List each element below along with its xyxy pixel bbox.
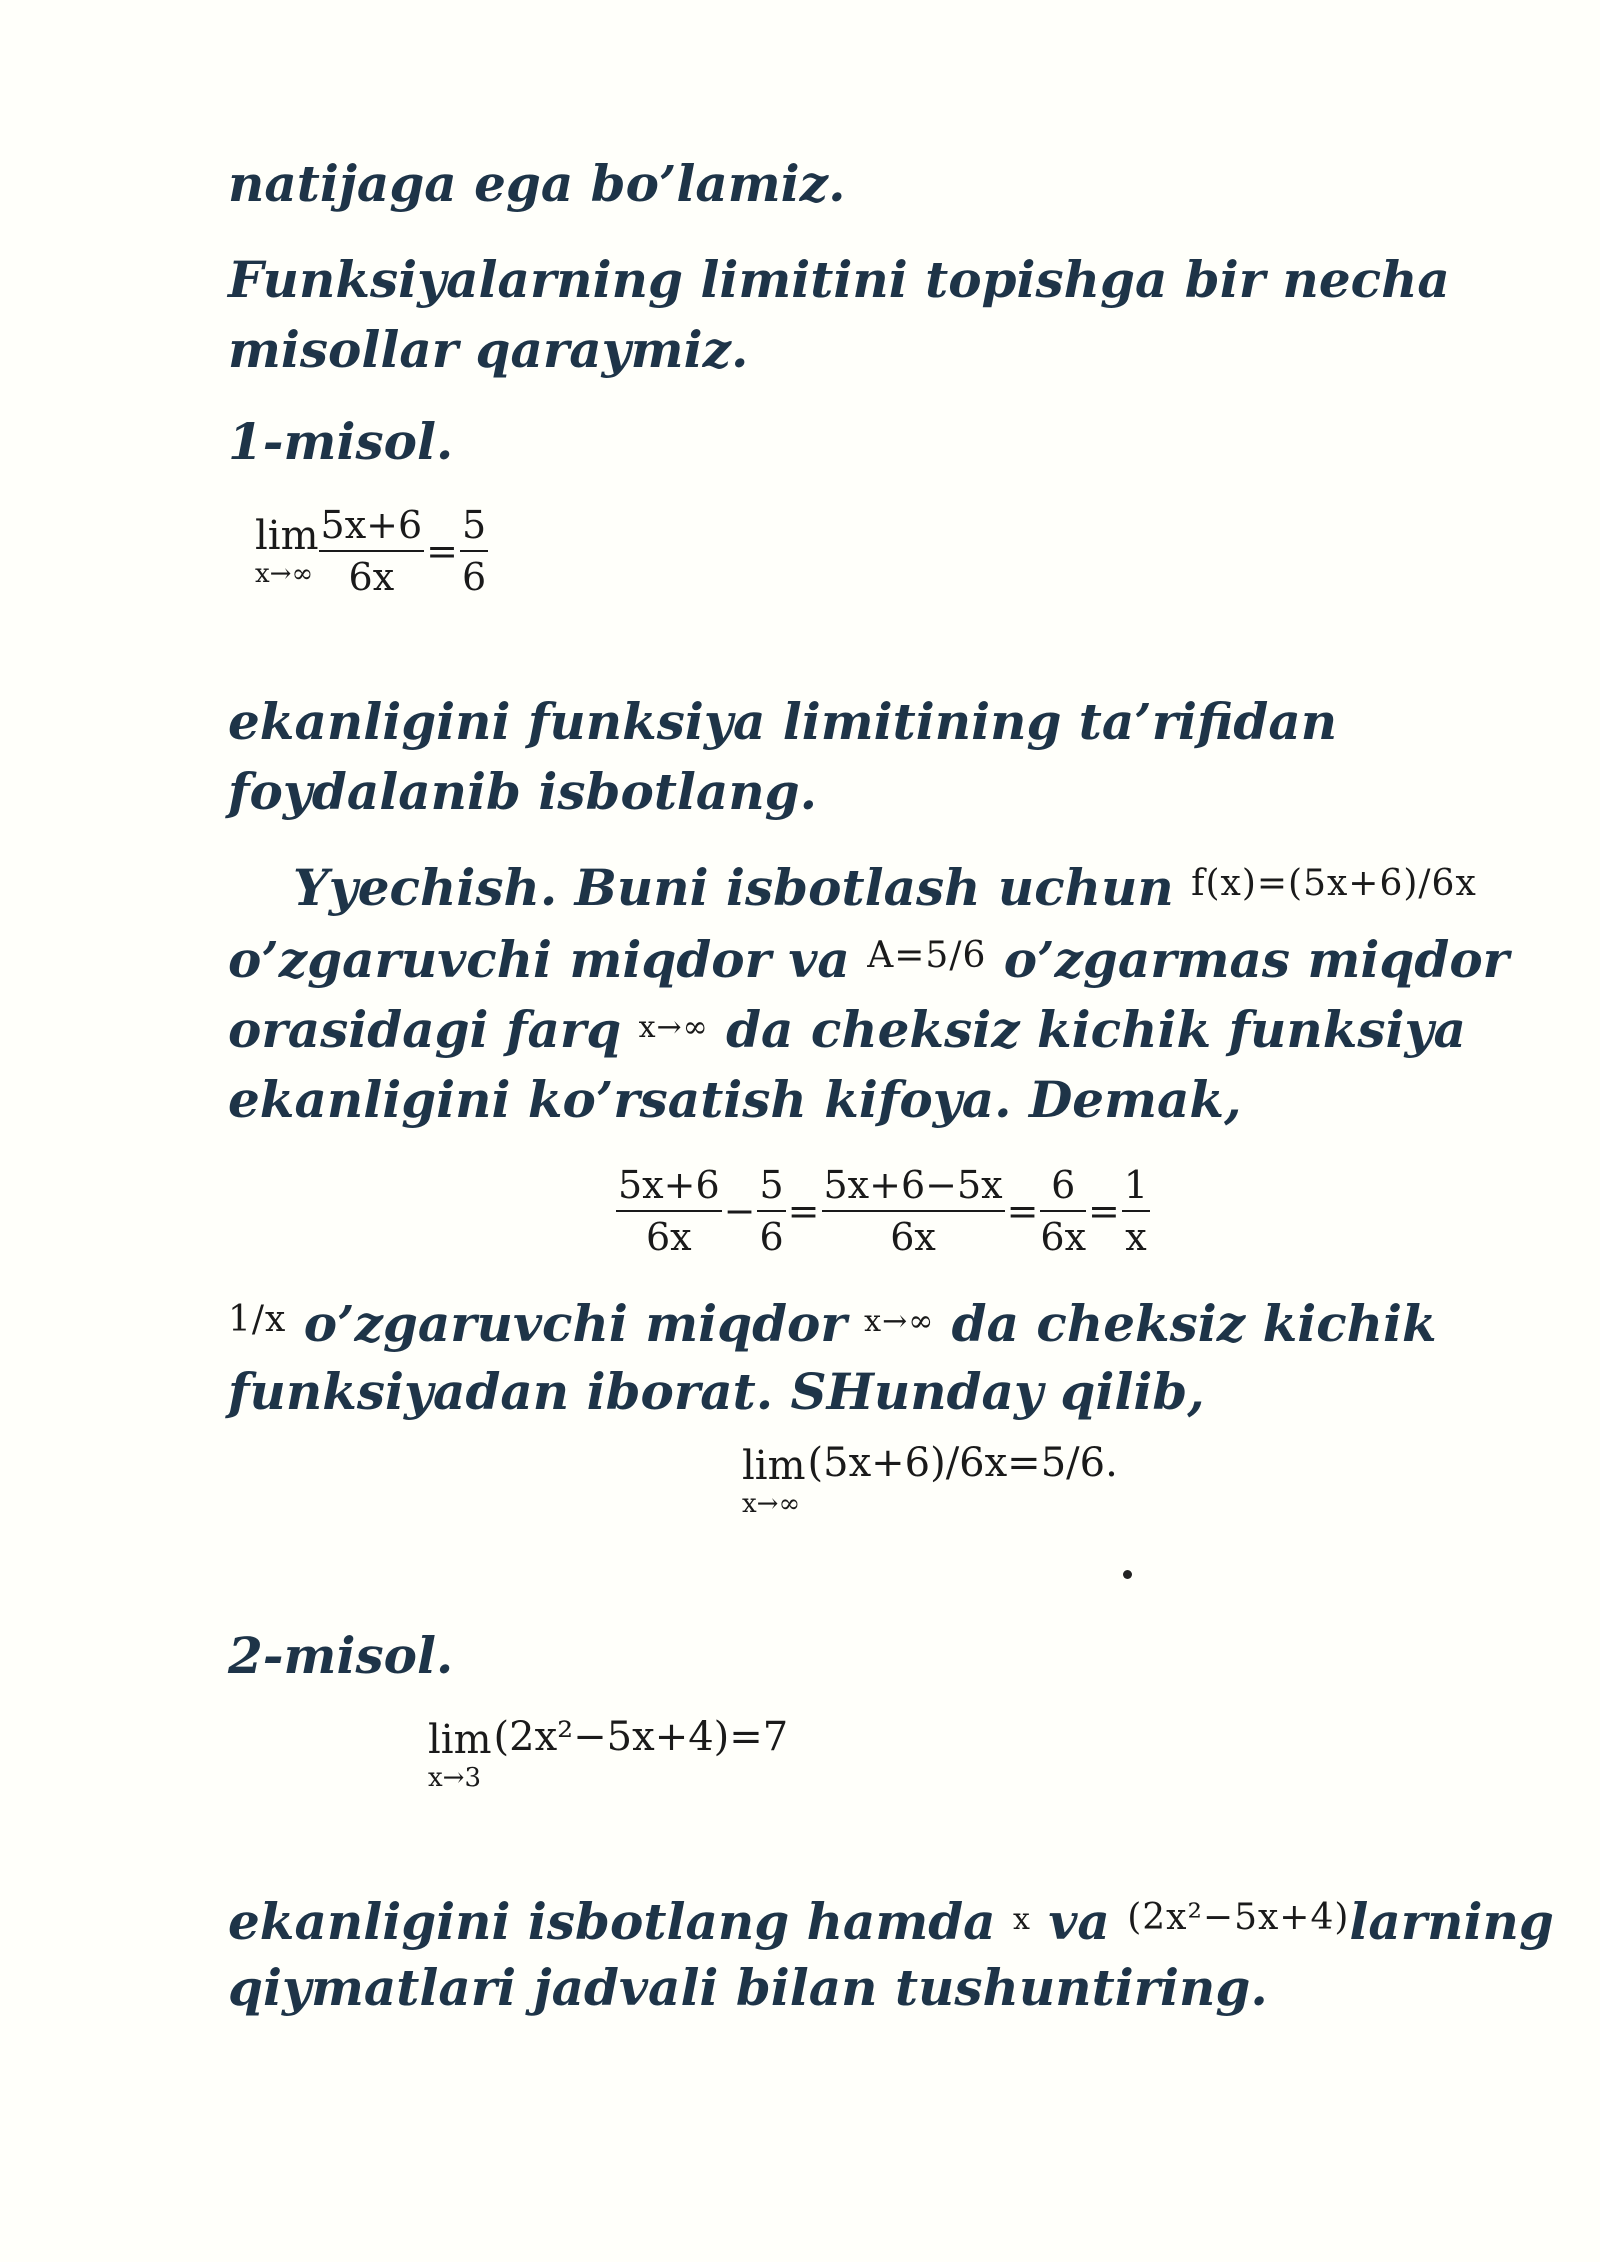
equation-example-2: lim x→3 (2x²−5x+4)=7 xyxy=(428,1714,789,1793)
text-line-12: funksiyadan iborat. SHunday qilib, xyxy=(228,1362,1205,1421)
example-2-heading: 2-misol. xyxy=(228,1626,454,1685)
text-line-1: natijaga ega bo’lamiz. xyxy=(228,154,846,213)
limit-operator: lim x→3 xyxy=(428,1716,492,1793)
math-inline-poly: (2x²−5x+4) xyxy=(1127,1897,1350,1938)
fraction: $\frac{1}{x}$ xyxy=(1122,1160,1150,1262)
text-line-6: foydalanib isbotlang. xyxy=(228,762,818,821)
limit-operator: lim x→∞ xyxy=(255,513,319,589)
math-inline-a: A=5/6 xyxy=(867,935,987,976)
equation-difference: $\frac{5x+6}{6x}$ − $\frac{5}{6}$ = $\frac{5x+6-5x}{6x}$ = $\frac{6}{6x}$ = $\frac{1}{x}$ xyxy=(616,1160,1150,1262)
math-inline-limit: x→∞ xyxy=(638,1010,709,1045)
equation-limit-result: lim x→∞ (5x+6)/6x=5/6. xyxy=(742,1440,1118,1519)
text-line-8: o’zgaruvchi miqdor va $^{A=5/6}$ o’zgarmas miqdor xyxy=(228,930,1510,989)
fraction: $\frac{5}{6}$ xyxy=(757,1160,785,1262)
text-line-15: qiymatlari jadvali bilan tushuntiring. xyxy=(228,1958,1268,2017)
text-line-2: Funksiyalarning limitini topishga bir necha xyxy=(228,250,1450,309)
fraction: $\frac{6}{6x}$ xyxy=(1040,1160,1086,1262)
text-line-7: Yyechish. Buni isbotlash uchun $^{f(x)=(5x+6)/6x}$ xyxy=(293,858,1477,917)
fraction: $\frac{5x+6}{6x}$ xyxy=(319,500,425,602)
limit-operator: lim x→∞ xyxy=(742,1442,806,1519)
text-line-3: misollar qaraymiz. xyxy=(228,320,749,379)
math-inline-f: f(x)=(5x+6)/6x xyxy=(1191,863,1477,904)
text-line-14: ekanligini isbotlang hamda $^x$ va $^{(2x^2-5x+4)}$larning xyxy=(228,1892,1554,1951)
text-line-11: $^{1/x}$ o’zgaruvchi miqdor $^{x\to\infty}$ da cheksiz kichik xyxy=(228,1294,1437,1353)
stray-dot xyxy=(1123,1570,1132,1579)
text-line-10: ekanligini ko’rsatish kifoya. Demak, xyxy=(228,1070,1242,1129)
equation-example-1: lim x→∞ $\frac{5x+6}{6x}$ = $\frac{5}{6}$ xyxy=(255,500,488,602)
text-line-9: orasidagi farq $^{x\to\infty}$ da cheksiz kichik funksiya xyxy=(228,1000,1466,1059)
math-inline-x: x xyxy=(1013,1902,1031,1937)
fraction: $\frac{5x+6-5x}{6x}$ xyxy=(822,1160,1005,1262)
text-line-5: ekanligini funksiya limitining ta’rifidan xyxy=(228,692,1338,751)
fraction: $\frac{5}{6}$ xyxy=(460,500,488,602)
math-inline-limit: x→∞ xyxy=(864,1304,935,1339)
example-1-heading: 1-misol. xyxy=(228,412,454,471)
fraction: $\frac{5x+6}{6x}$ xyxy=(616,1160,722,1262)
math-inline-one-over-x: 1/x xyxy=(228,1299,287,1340)
